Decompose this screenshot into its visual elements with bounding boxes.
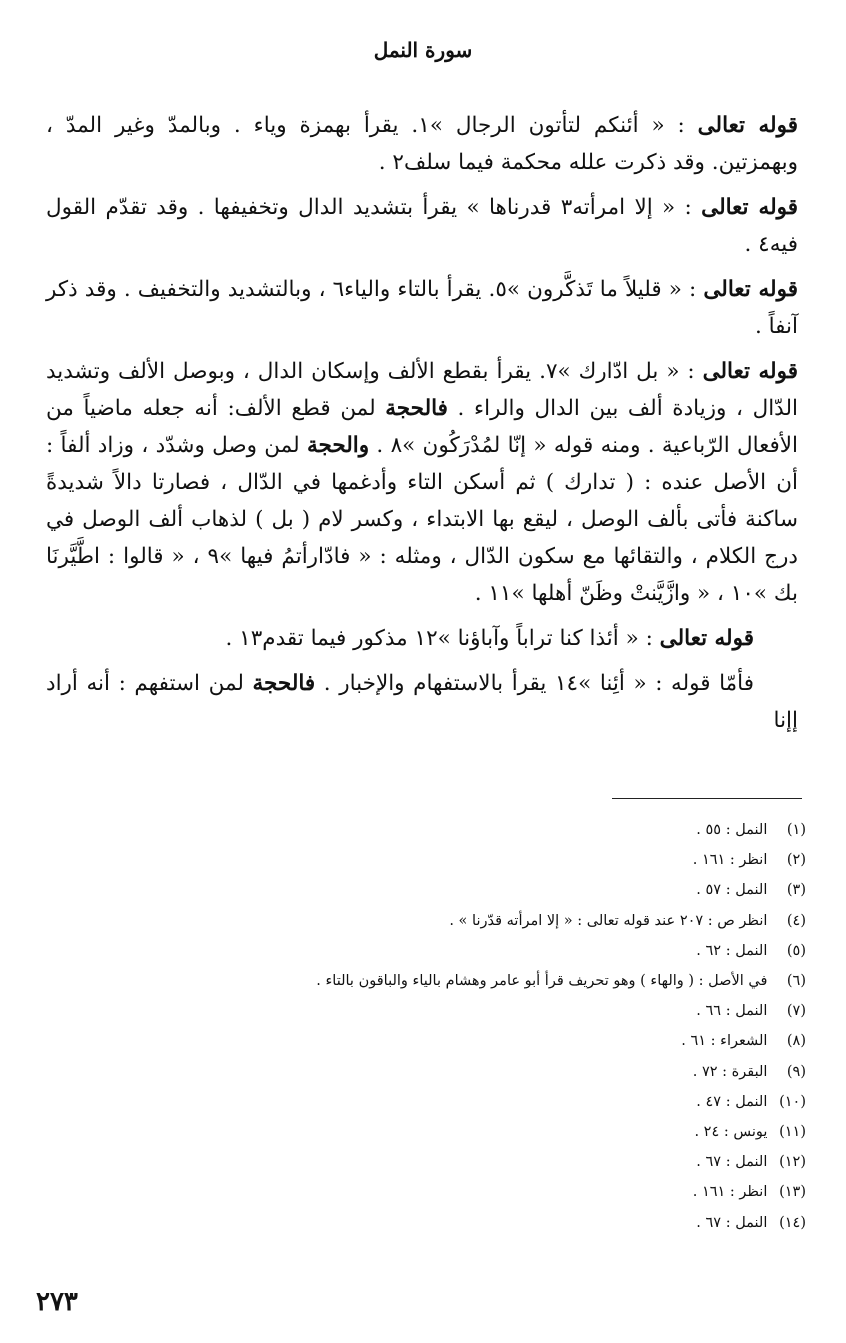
footnote-number: (٩) (786, 1063, 806, 1080)
paragraph-4 (46, 354, 798, 613)
paragraph-3 (46, 272, 798, 346)
footnote-item (46, 906, 806, 936)
footnote-item (46, 1087, 806, 1117)
paragraph-6 (46, 666, 798, 740)
footnote-text: انظر : ١٦١ . (692, 1184, 768, 1201)
footnote-item (46, 996, 806, 1026)
footnote-item (46, 1026, 806, 1056)
keyword-hujja: فالحجة (385, 395, 448, 421)
footnote-number: (٤) (786, 912, 806, 929)
footnote-number: (٥) (786, 942, 806, 959)
paragraph-lead: قوله تعالى (703, 276, 798, 302)
footnote-number: (١٣) (779, 1184, 806, 1201)
paragraph-text: : « بل ادّارك »٧. يقرأ بقطع الألف وإسكان الدال ، وبوصل الألف وتشديد الدّال ، وزيادة ألف بين الدال والراء . (46, 358, 798, 421)
footnote-item (46, 875, 806, 905)
paragraph-5 (46, 621, 798, 658)
footnote-text: في الأصل : ( والهاء ) وهو تحريف قرأ أبو عامر وهشام بالياء والباقون بالتاء . (316, 973, 768, 990)
paragraph-lead: قوله تعالى (697, 113, 798, 138)
paragraph-text: : « أئنكم لتأتون الرجال »١. يقرأ بهمزة وياء . وبالمدّ وغير المدّ ، وبهمزتين. وقد ذكرت علله محكمة فيما سلف٢ . (46, 113, 798, 175)
footnote-text: النمل : ٥٥ . (696, 822, 768, 838)
paragraph-lead: قوله تعالى (702, 358, 798, 384)
paragraph-1 (46, 108, 798, 182)
footnote-number: (١) (786, 822, 806, 838)
footnote-item (46, 966, 806, 996)
paragraph-lead: قوله تعالى (659, 625, 754, 651)
paragraph-text: لمن وصل وشدّد ، وزاد ألفاً : أن الأصل عنده : ( تدارك ) ثم أسكن التاء وأدغمها في الدّال ، فصارتا دالاً شديدةً ساكنة فأتى بألف الوصل ، ليقع بها الابتداء ، وكسر لام ( بل ) لذهاب ألف الوصل في درج الكلام ، والتقائها مع سكون الدّال ، ومثله : « فادّارأتمُ فيها »٩ ، « قالوا : اطَّيَّرنَا بك »١٠ ، « وازَّيَّنتْ وظَنّ أهلها »١١ . (46, 432, 798, 606)
footnote-number: (٢) (786, 852, 806, 869)
footnotes (46, 815, 806, 1238)
footnote-item (46, 1057, 806, 1087)
footnote-number: (١٢) (779, 1154, 806, 1171)
footnote-number: (١١) (779, 1124, 806, 1141)
page-header-title: سورة النمل (373, 38, 473, 62)
footnote-divider (612, 798, 802, 799)
footnote-text: يونس : ٢٤ . (694, 1124, 768, 1141)
footnote-text: الشعراء : ٦١ . (681, 1033, 768, 1050)
footnote-text: النمل : ٤٧ . (696, 1093, 768, 1110)
footnote-number: (٨) (786, 1033, 806, 1050)
footnote-item (46, 815, 806, 845)
paragraph-text: : « قليلاً ما تَذكَّرون »٥. يقرأ بالتاء والياء٦ ، وبالتشديد والتخفيف . وقد ذكر آنفاً . (46, 276, 798, 339)
paragraph-text: : « أئذا كنا تراباً وآباؤنا »١٢ مذكور فيما تقدم١٣ . (225, 625, 660, 651)
keyword-hujja: والحجة (306, 432, 370, 458)
footnote-text: النمل : ٦٦ . (696, 1003, 768, 1020)
footnote-item (46, 845, 806, 875)
footnote-number: (٧) (786, 1003, 806, 1020)
page-number: ٢٧٣ (36, 1287, 78, 1317)
paragraph-2 (46, 190, 798, 264)
footnote-text: النمل : ٦٧ . (696, 1214, 768, 1231)
footnote-item (46, 1177, 806, 1207)
footnote-number: (٣) (786, 882, 806, 899)
footnote-item (46, 1147, 806, 1177)
footnote-number: (٦) (786, 973, 806, 990)
paragraph-text: لمن قطع الألف: أنه جعله ماضياً من الأفعال الرّباعية . ومنه قوله « إنّا لمُدْرَكُون »٨ . (46, 395, 798, 458)
footnote-text: النمل : ٥٧ . (696, 882, 768, 899)
footnote-number: (١٠) (779, 1093, 806, 1110)
footnote-text: انظر ص : ٢٠٧ عند قوله تعالى : « إلا امرأته قدّرنا » . (449, 912, 768, 929)
footnote-text: البقرة : ٧٢ . (692, 1063, 768, 1080)
keyword-hujja: فالحجة (252, 670, 316, 696)
footnote-item (46, 1208, 806, 1238)
footnote-number: (١٤) (779, 1214, 806, 1231)
paragraph-text: : « إلا امرأته٣ قدرناها » يقرأ بتشديد الدال وتخفيفها . وقد تقدّم القول فيه٤ . (46, 194, 798, 257)
footnote-item (46, 936, 806, 966)
footnote-text: النمل : ٦٧ . (696, 1154, 768, 1171)
paragraph-text: فأمّا قوله : « أئِنا »١٤ يقرأ بالاستفهام والإخبار . (315, 670, 754, 696)
footnote-text: انظر : ١٦١ . (692, 852, 768, 869)
paragraph-text: لمن استفهم : أنه أراد إإنا (46, 670, 798, 733)
main-text (46, 108, 798, 748)
footnote-text: النمل : ٦٢ . (696, 942, 768, 959)
footnote-item (46, 1117, 806, 1147)
paragraph-lead: قوله تعالى (701, 194, 799, 220)
